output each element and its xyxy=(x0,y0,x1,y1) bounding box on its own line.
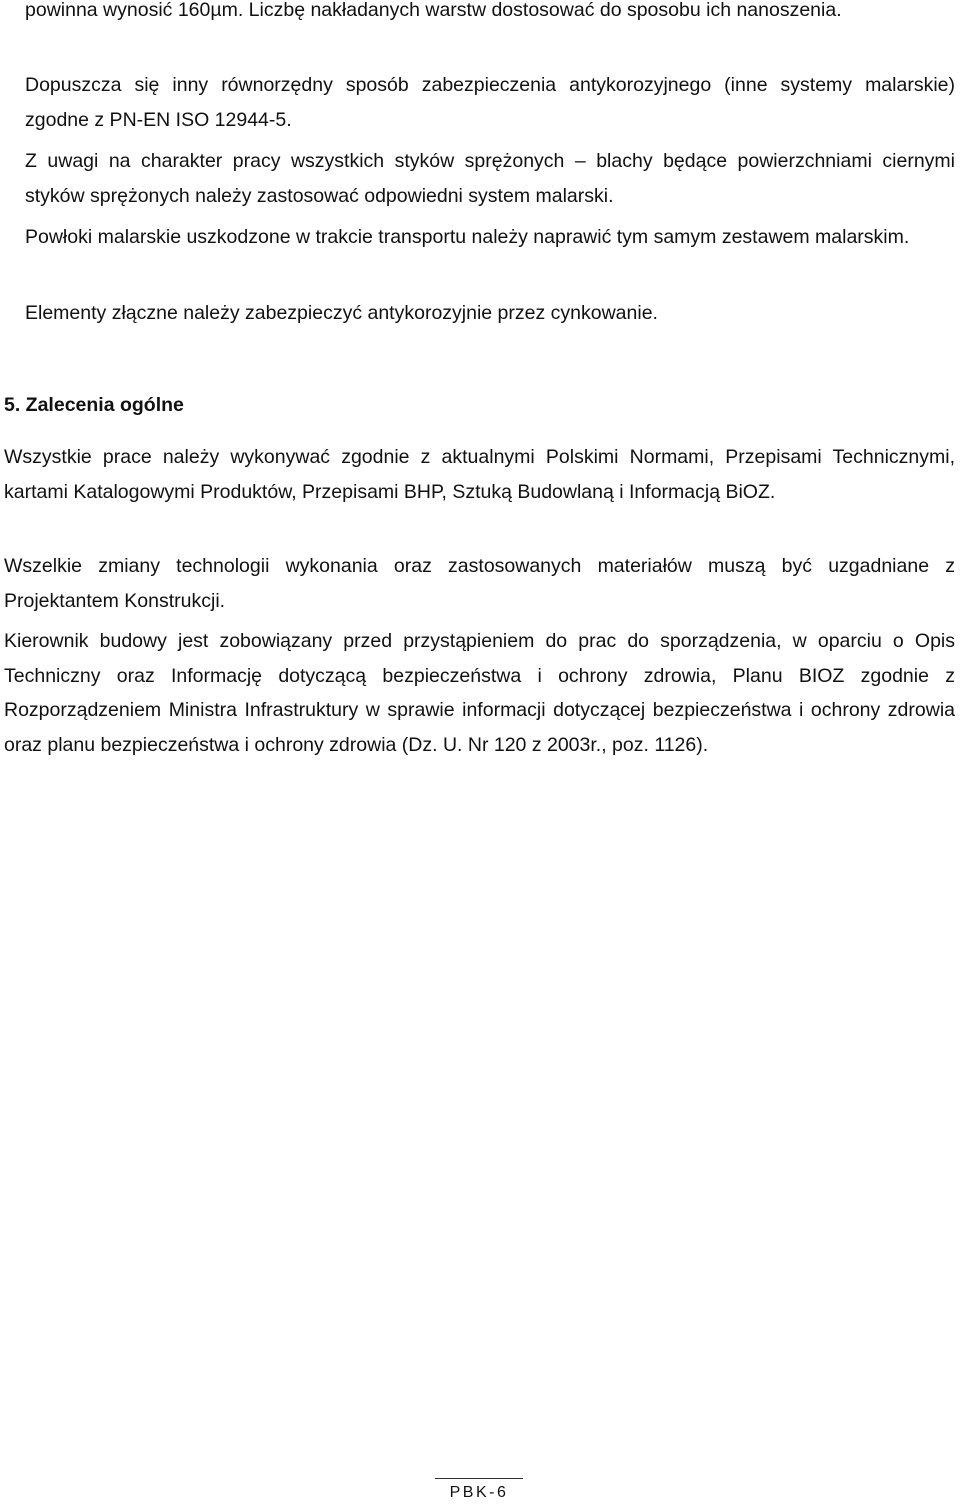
footer-divider xyxy=(435,1478,523,1479)
paragraph-coating-thickness: powinna wynosić 160µm. Liczbę nakładanych warstw dostosować do sposobu ich nanoszenia. xyxy=(25,0,842,21)
paragraph-general-standards: Wszystkie prace należy wykonywać zgodnie z aktualnymi Polskimi Normami, Przepisami Technicznymi, kartami Katalogowymi Produktów, Przepisami BHP, Sztuką Budowlaną i Informacją BiOZ. xyxy=(4,446,955,503)
page-number: PBK-6 xyxy=(449,1484,509,1501)
paragraph-fasteners: Elementy złączne należy zabezpieczyć antykorozyjnie przez cynkowanie. xyxy=(25,302,658,324)
paragraph-changes-approval: Wszelkie zmiany technologii wykonania oraz zastosowanych materiałów muszą być uzgadniane z Projektantem Konstrukcji. xyxy=(4,555,955,612)
paragraph-prestressed-joints: Z uwagi na charakter pracy wszystkich styków sprężonych – blachy będące powierzchniami ciernymi styków sprężonych należy zastosować odpowiedni system malarski. xyxy=(25,150,955,207)
paragraph-damaged-coatings: Powłoki malarskie uszkodzone w trakcie transportu należy naprawić tym samym zestawem malarskim. xyxy=(25,226,910,248)
section-heading: 5. Zalecenia ogólne xyxy=(4,394,184,416)
paragraph-alternative-protection: Dopuszcza się inny równorzędny sposób zabezpieczenia antykorozyjnego (inne systemy malarskie) zgodne z PN-EN ISO 12944-5. xyxy=(25,74,955,131)
paragraph-site-manager: Kierownik budowy jest zobowiązany przed przystąpieniem do prac do sporządzenia, w oparciu o Opis Techniczny oraz Informację dotyczącą bezpieczeństwa i ochrony zdrowia, Planu BIOZ zgodnie z Rozporządzeniem Ministra Infrastruktury w sprawie informacji dotyczącej bezpieczeństwa i ochrony zdrowia oraz planu bezpieczeństwa i ochrony zdrowia (Dz. U. Nr 120 z 2003r., poz. 1126). xyxy=(4,630,955,756)
